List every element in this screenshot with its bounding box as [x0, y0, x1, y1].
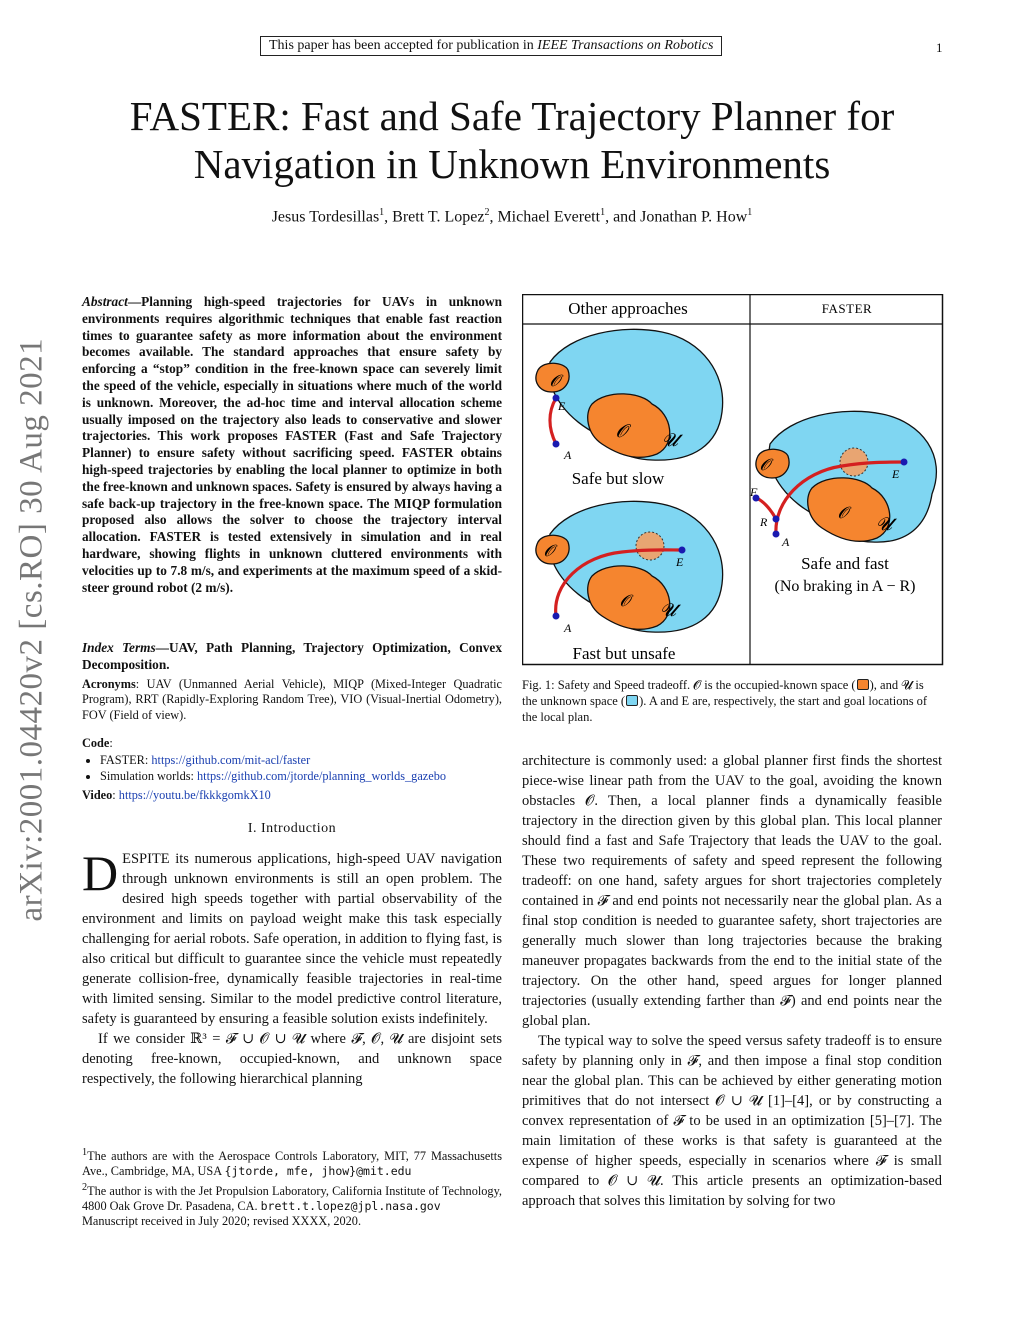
- list-item: • FASTER: https://github.com/mit-acl/faster: [100, 753, 502, 768]
- drop-cap: D: [82, 845, 119, 901]
- other-approaches-header: Other approaches: [568, 299, 688, 318]
- panel3-caption-line2: (No braking in A − R): [774, 578, 916, 595]
- svg-text:F: F: [750, 485, 758, 499]
- publication-notice: This paper has been accepted for publication in IEEE Transactions on Robotics: [260, 36, 722, 56]
- index-terms: Index Terms—UAV, Path Planning, Trajectory Optimization, Convex Decomposition.: [82, 640, 502, 672]
- right-column-text: architecture is commonly used: a global planner first finds the shortest piece-wise linear path from the UAV to the goal, avoiding the known obstacles 𝓞. Then, a local planner finds a dynamically feasible trajectory in the direction given by this global plan. This local planner should find a fast and Safe Trajectory that leads the UAV to the goal. These two requirements of safety and speed represent the following tradeoff: on one hand, safety argues for short trajectories completely contained in 𝓕 and end points not necessarily near the global plan. As a final stop condition is needed to guarantee safety, short trajectories are generally much slower than long trajectories because the braking maneuver propagates backwards from the end to the initial state of the trajectory. On the other hand, speed argues for longer planned trajectories (usually extending farther than 𝓕) and end points near the global plan. The typical way to solve the speed versus safety tradeoff is to ensure safety by planning only in 𝓕, and then impose a final stop condition near the global plan. This can be achieved by either generating motion primitives that do not intersect 𝓞 ∪ 𝓤 [1]–[4], or by constructing a convex representation of 𝓕 to be used in an optimization [5]–[7]. The main limitation of these works is that safety is guaranteed at the expense of higher speeds, especially in scenarios where 𝓕 is small compared to 𝓞 ∪ 𝓤. This article presents an optimization-based approach that solves this limitation by solving for two: [522, 753, 942, 1209]
- occupied-swatch: [857, 679, 869, 690]
- acronyms: Acronyms: UAV (Unmanned Aerial Vehicle), MIQP (Mixed-Integer Quadratic Program), RRT (Rapidly-Exploring Random Tree), VIO (Visual-Inertial Odometry), FOV (Field of view).: [82, 677, 502, 722]
- arxiv-stamp: arXiv:2001.04420v2 [cs.RO] 30 Aug 2021: [13, 337, 50, 922]
- faster-header: FASTER: [821, 301, 873, 316]
- unknown-swatch: [626, 695, 638, 706]
- svg-text:R: R: [760, 515, 768, 529]
- code-links: Code: • FASTER: https://github.com/mit-acl/faster • Simulation worlds: https://github.com/jtorde/planning_worlds_gazebo Video: https://youtu.be/fkkkgomkX10: [82, 736, 502, 803]
- intro-text: DESPITE its numerous applications, high-speed UAV navigation through unknown environments is still an open problem. The desired high speeds together with partial observability of the environment and limits on payload weight make this task especially challenging for aerial robots. Safe operation, in addition to flying fast, is also critical but difficult to guarantee since the vehicle must repeatedly generate collision-free, dynamically feasible trajectories in real-time with limited sensing. Similar to the model predictive control literature, safety is guaranteed by ensuring a feasible solution exists indefinitely. If we consider ℝ³ = 𝓕 ∪ 𝓞 ∪ 𝓤 where 𝓕, 𝓞, 𝓤 are disjoint sets denoting free-known, occupied-known, and unknown space respectively, the following hierarchical planning: [82, 845, 502, 1087]
- faster-repo-link[interactable]: https://github.com/mit-acl/faster: [151, 753, 311, 768]
- svg-text:𝓤: 𝓤: [662, 430, 678, 450]
- svg-text:E: E: [892, 467, 900, 481]
- svg-text:𝓞: 𝓞: [838, 505, 849, 522]
- video-link[interactable]: https://youtu.be/fkkkgomkX10: [118, 787, 271, 802]
- worlds-repo-link[interactable]: https://github.com/jtorde/planning_worlds_gazebo: [197, 768, 446, 783]
- figure-caption: Fig. 1: Safety and Speed tradeoff. 𝓞 is the occupied-known space ( ), and 𝓤 is the unknown space ( ). A and E are, respectively, the start and goal locations of the local plan.: [522, 678, 928, 724]
- page-number: 1: [936, 40, 943, 55]
- panel-safe-but-slow: [536, 329, 723, 488]
- svg-text:𝓞: 𝓞: [616, 421, 628, 441]
- svg-text:𝓤: 𝓤: [876, 514, 892, 534]
- svg-text:A: A: [782, 535, 790, 549]
- section-heading: I. Introduction: [247, 821, 337, 836]
- panel-fast-but-unsafe: [536, 501, 723, 663]
- svg-text:𝓞: 𝓞: [620, 593, 631, 610]
- figure-1: [522, 294, 944, 666]
- panel-safe-and-fast: [749, 411, 936, 595]
- svg-text:A: A: [564, 621, 572, 635]
- list-item: • Simulation worlds: https://github.com/jtorde/planning_worlds_gazebo: [100, 769, 502, 784]
- panel1-caption: Safe but slow: [571, 469, 665, 488]
- panel3-caption-line1: Safe and fast: [801, 554, 889, 573]
- svg-text:𝓞: 𝓞: [760, 457, 771, 474]
- panel2-caption: Fast but unsafe: [572, 644, 676, 663]
- svg-text:𝓤: 𝓤: [660, 600, 676, 620]
- paper-title: FASTER: Fast and Safe Trajectory Planner for Navigation in Unknown Environments: [129, 93, 895, 187]
- svg-text:𝓞: 𝓞: [544, 543, 555, 560]
- svg-text:E: E: [558, 399, 566, 413]
- author-list: Jesus Tordesillas$^1$, Brett T. Lopez$^2$, Michael Everett$^1$, and Jonathan P. How$^1$: [271, 207, 753, 226]
- abstract: Abstract—Planning high-speed trajectories for UAVs in unknown environments requires algorithmic techniques that enable fast reaction times to guarantee safety as more information about the environment becomes available. The standard approaches that ensure safety by enforcing a “stop” condition in the free-known space can severely limit the speed of the vehicle, especially in situations where much of the world is unknown. Moreover, the ad-hoc time and interval allocation scheme usually imposed on the trajectory also leads to conservative and slower trajectories. This work proposes FASTER (Fast and Safe Trajectory Planner) to ensure safety without sacrificing speed. FASTER obtains high-speed trajectories by enabling the local planner to optimize in both the free-known and unknown spaces. Safety is ensured by always having a safe back-up trajectory in the free-known space. The MIQP formulation proposed also allows the solver to choose the trajectory interval allocation. FASTER is tested extensively in simulation and in real hardware, showing flights in unknown cluttered environments with velocities up to 7.8 m/s, and experiments at the maximum speed of a skid-steer ground robot (2 m/s).: [82, 294, 502, 595]
- svg-text:A: A: [564, 448, 572, 462]
- svg-text:𝓞: 𝓞: [550, 373, 561, 390]
- footnotes: $^1$The authors are with the Aerospace Controls Laboratory, MIT, 77 Massachusetts Ave., Cambridge, MA, USA {jtorde, mfe, jhow}@mit.edu $^2$The author is with the Jet Propulsion Laboratory, California Institute of Technology, 4800 Oak Grove Dr. Pasadena, CA. brett.t.lopez@jpl.nasa.gov Manuscript received in July 2020; revised XXXX, 2020.: [82, 1147, 502, 1229]
- svg-text:E: E: [676, 555, 684, 569]
